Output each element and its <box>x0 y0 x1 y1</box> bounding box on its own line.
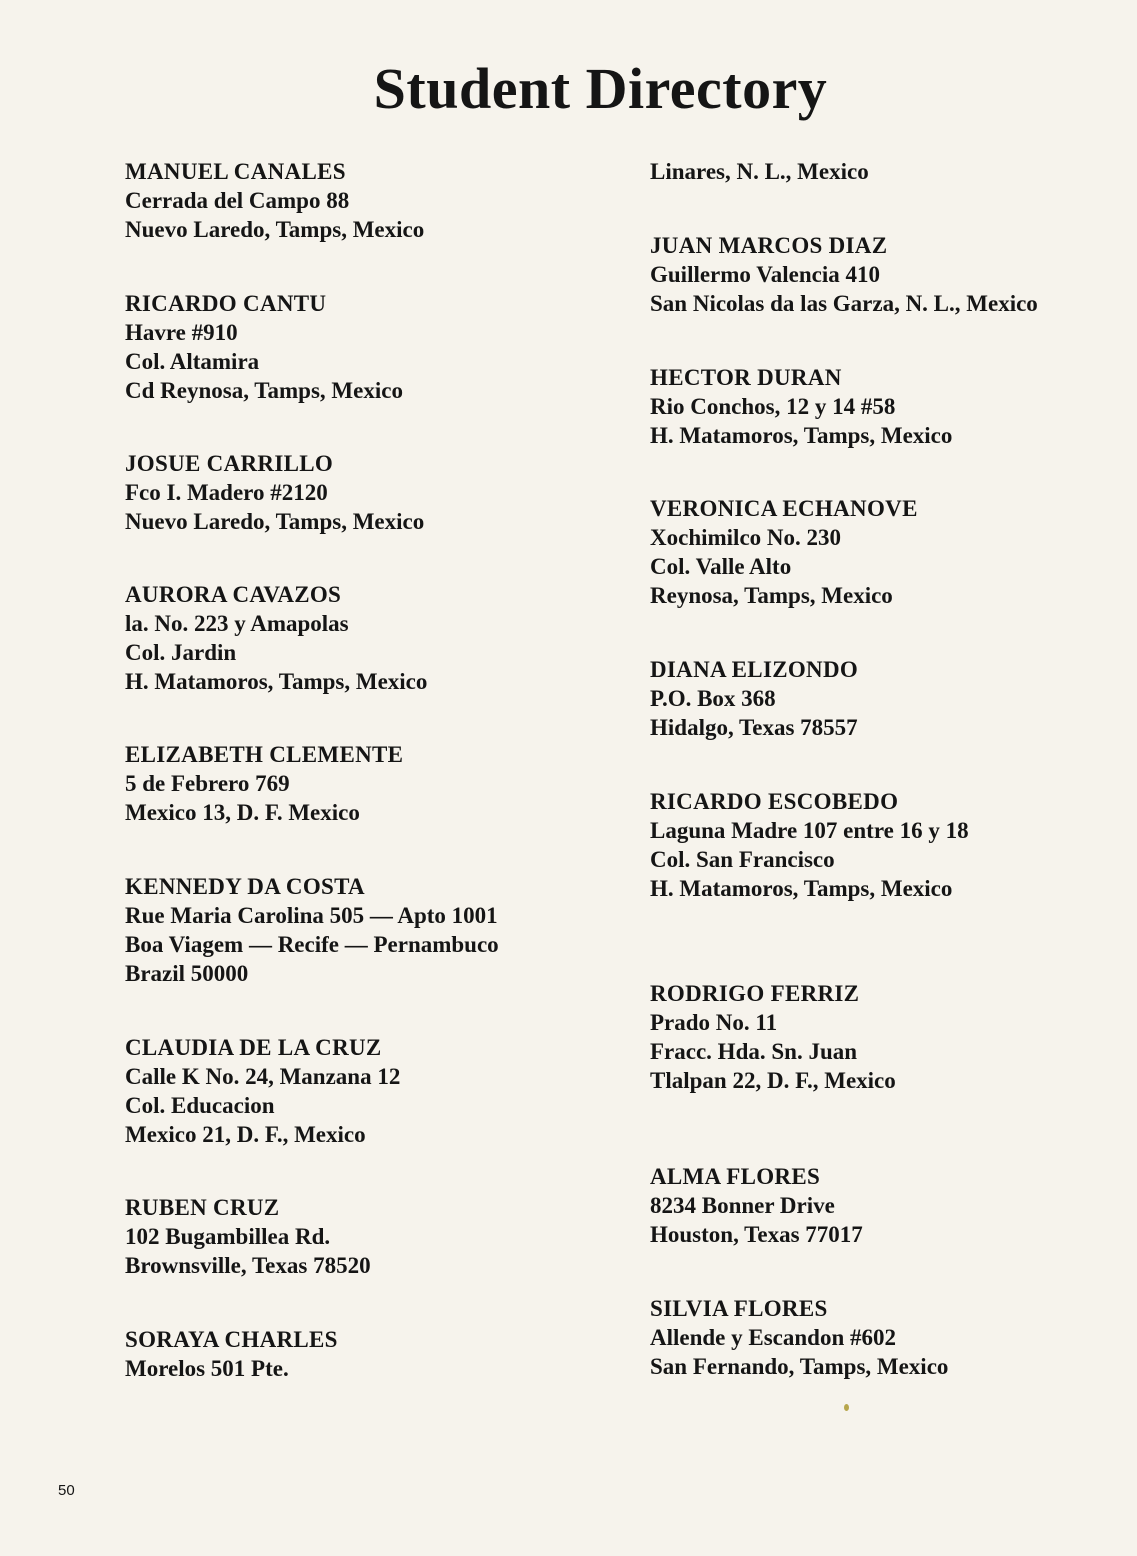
student-name: RUBEN CRUZ <box>125 1195 280 1220</box>
address-line: Fco I. Madero #2120 <box>125 480 328 505</box>
address-line: Boa Viagem — Recife — Pernambuco <box>125 932 499 957</box>
directory-entry-continued <box>650 157 1120 186</box>
address-line: Mexico 13, D. F. Mexico <box>125 800 360 825</box>
student-name: SORAYA CHARLES <box>125 1327 338 1352</box>
address-line: Cerrada del Campo 88 <box>125 188 350 213</box>
address-line: Nuevo Laredo, Tamps, Mexico <box>125 217 425 242</box>
student-name: VERONICA ECHANOVE <box>650 496 918 521</box>
directory-entry <box>125 289 595 405</box>
student-name: RICARDO ESCOBEDO <box>650 789 899 814</box>
directory-entry <box>125 1033 595 1149</box>
address-line: Allende y Escandon #602 <box>650 1325 897 1350</box>
student-name: JOSUE CARRILLO <box>125 451 334 476</box>
address-line: Houston, Texas 77017 <box>650 1222 863 1247</box>
address-line: Brazil 50000 <box>125 961 249 986</box>
student-name: CLAUDIA DE LA CRUZ <box>125 1035 382 1060</box>
student-name: ALMA FLORES <box>650 1164 821 1189</box>
directory-entry <box>125 449 595 536</box>
directory-entry <box>650 1294 1120 1381</box>
page-number: 50 <box>58 1482 75 1499</box>
address-line: Col. Educacion <box>125 1093 275 1118</box>
student-name: DIANA ELIZONDO <box>650 657 859 682</box>
student-name: RODRIGO FERRIZ <box>650 981 860 1006</box>
address-line: Tlalpan 22, D. F., Mexico <box>650 1068 896 1093</box>
student-name: HECTOR DURAN <box>650 365 842 390</box>
address-line: Brownsville, Texas 78520 <box>125 1253 371 1278</box>
address-line: Rio Conchos, 12 y 14 #58 <box>650 394 896 419</box>
directory-entry <box>125 1325 595 1383</box>
address-line: 5 de Febrero 769 <box>125 771 290 796</box>
directory-entry <box>650 787 1120 903</box>
student-name: ELIZABETH CLEMENTE <box>125 742 404 767</box>
directory-entry <box>650 979 1120 1095</box>
address-line: H. Matamoros, Tamps, Mexico <box>650 876 953 901</box>
address-line: Xochimilco No. 230 <box>650 525 842 550</box>
directory-entry <box>125 580 595 696</box>
address-line: Col. Jardin <box>125 640 237 665</box>
address-line: Morelos 501 Pte. <box>125 1356 289 1381</box>
directory-entry <box>650 494 1120 610</box>
directory-entry <box>125 740 595 827</box>
address-line: H. Matamoros, Tamps, Mexico <box>650 423 953 448</box>
address-line: Reynosa, Tamps, Mexico <box>650 583 893 608</box>
address-line: Havre #910 <box>125 320 238 345</box>
address-line: Hidalgo, Texas 78557 <box>650 715 858 740</box>
directory-entry <box>125 157 595 244</box>
page-title: Student Directory <box>373 56 828 121</box>
directory-entry <box>650 231 1120 318</box>
address-line: P.O. Box 368 <box>650 686 776 711</box>
address-line: 8234 Bonner Drive <box>650 1193 835 1218</box>
address-line: 102 Bugambillea Rd. <box>125 1224 331 1249</box>
paper-speck <box>844 1404 849 1411</box>
student-name: SILVIA FLORES <box>650 1296 828 1321</box>
address-line: Prado No. 11 <box>650 1010 778 1035</box>
address-line: San Nicolas da las Garza, N. L., Mexico <box>650 291 1038 316</box>
directory-entry <box>650 1162 1120 1249</box>
student-name: MANUEL CANALES <box>125 159 346 184</box>
address-line: Linares, N. L., Mexico <box>650 159 869 184</box>
address-line: Cd Reynosa, Tamps, Mexico <box>125 378 403 403</box>
directory-entry <box>650 363 1120 450</box>
address-line: Mexico 21, D. F., Mexico <box>125 1122 366 1147</box>
address-line: Col. San Francisco <box>650 847 835 872</box>
address-line: Nuevo Laredo, Tamps, Mexico <box>125 509 425 534</box>
address-line: la. No. 223 y Amapolas <box>125 611 349 636</box>
address-line: Col. Altamira <box>125 349 260 374</box>
student-name: KENNEDY DA COSTA <box>125 874 365 899</box>
address-line: H. Matamoros, Tamps, Mexico <box>125 669 428 694</box>
address-line: Calle K No. 24, Manzana 12 <box>125 1064 401 1089</box>
student-name: RICARDO CANTU <box>125 291 327 316</box>
student-name: JUAN MARCOS DIAZ <box>650 233 888 258</box>
address-line: San Fernando, Tamps, Mexico <box>650 1354 949 1379</box>
address-line: Col. Valle Alto <box>650 554 792 579</box>
directory-entry <box>650 655 1120 742</box>
address-line: Fracc. Hda. Sn. Juan <box>650 1039 858 1064</box>
directory-entry <box>125 872 595 988</box>
address-line: Laguna Madre 107 entre 16 y 18 <box>650 818 969 843</box>
directory-entry <box>125 1193 595 1280</box>
address-line: Guillermo Valencia 410 <box>650 262 880 287</box>
address-line: Rue Maria Carolina 505 — Apto 1001 <box>125 903 498 928</box>
student-name: AURORA CAVAZOS <box>125 582 342 607</box>
